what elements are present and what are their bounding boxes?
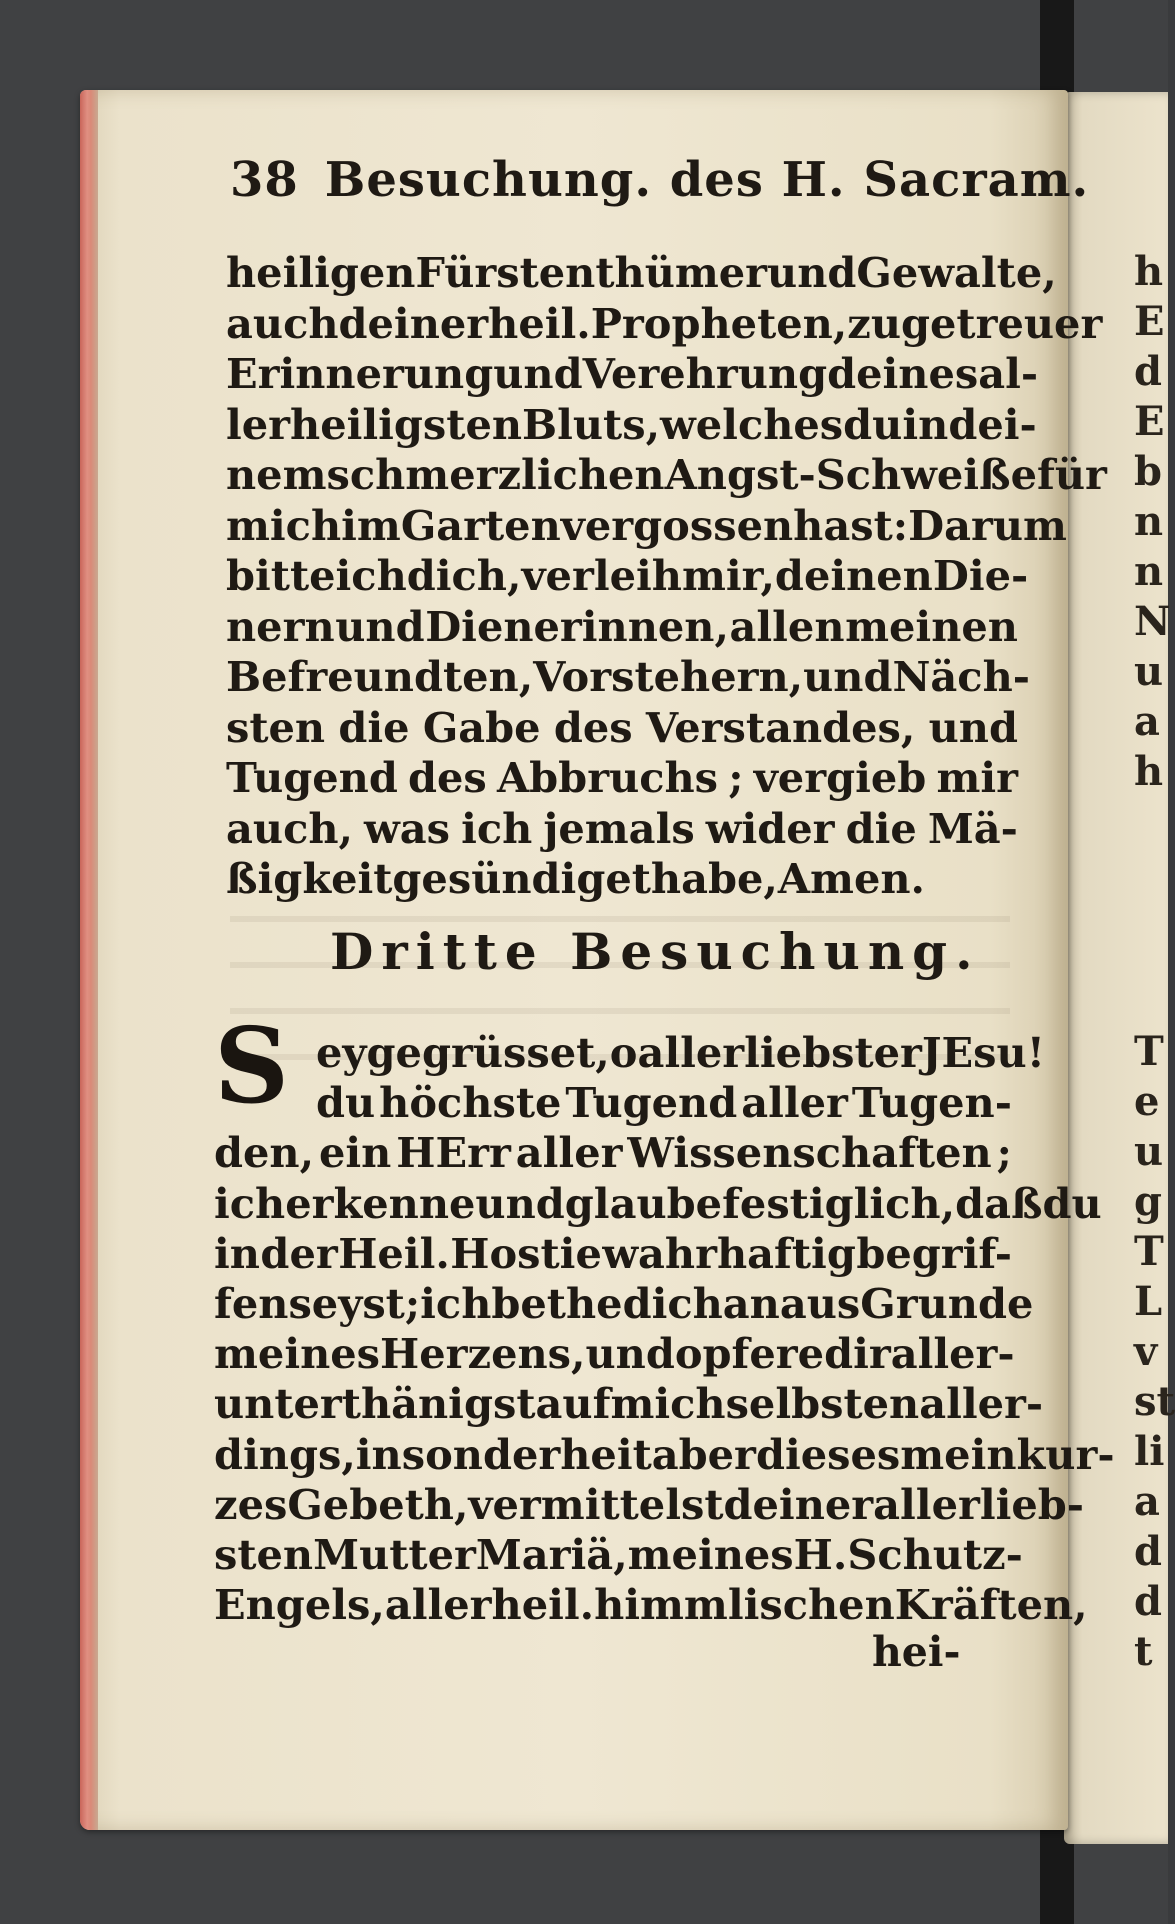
text-line: in der Heil. Hostie wahrhaftig begrif-	[214, 1228, 1012, 1278]
text-line: ich erkenne und glaube festiglich, daß du	[214, 1178, 1102, 1228]
text-line: Erinnerung und Verehrung deines al-	[226, 349, 1039, 398]
text-line: sten Mutter Mariä, meines H. Schutz-	[214, 1530, 1023, 1579]
catchword: hei-	[872, 1628, 961, 1676]
text-line: nern und Dienerinnen, allen meinen	[226, 601, 1018, 651]
text-line: bitte ich dich, verleih mir, deinen Die-	[226, 551, 1029, 600]
facing-page-fragment: g	[1134, 1178, 1162, 1225]
page-header	[230, 152, 1090, 208]
facing-page-fragment: li	[1134, 1428, 1165, 1475]
facing-page-fragment: t	[1134, 1628, 1153, 1675]
facing-page-fragment: u	[1134, 1128, 1164, 1175]
facing-page-fragment: st	[1134, 1378, 1175, 1425]
facing-page-fragment: T	[1134, 1028, 1164, 1075]
text-line: den, ein HErr aller Wissenschaften ;	[214, 1128, 1012, 1178]
drop-cap: S	[214, 1004, 290, 1127]
text-line: Tugend des Abbruchs ; vergieb mir	[226, 753, 1018, 802]
facing-page-fragment: e	[1134, 1078, 1160, 1125]
text-line: meines Herzens, und opfere dir aller-	[214, 1329, 1015, 1379]
facing-page-fragment: a	[1134, 698, 1160, 745]
facing-page-fragment: d	[1134, 1578, 1162, 1625]
facing-page-fragment: u	[1134, 648, 1164, 695]
text-line: nem schmerzlichen Angst-Schweiße für	[226, 450, 1107, 499]
text-line: Befreundten, Vorstehern, und Näch-	[226, 652, 1030, 701]
facing-page-fragment: L	[1134, 1278, 1163, 1325]
facing-page-fragment: n	[1134, 548, 1164, 595]
running-title: Besuchung. des H. Sacram.	[324, 152, 1090, 208]
text-line: dings, insonderheit aber dieses mein kur-	[214, 1429, 1115, 1479]
facing-page-fragment: n	[1134, 498, 1164, 545]
text-line: fen seyst; ich bethe dich an aus Grunde	[214, 1279, 1034, 1328]
facing-page-fragment: h	[1134, 248, 1164, 295]
facing-page-fragment: b	[1134, 448, 1162, 495]
facing-page-fragment: d	[1134, 1528, 1162, 1575]
text-line: unterthänigst auf mich selbsten aller-	[214, 1379, 1044, 1429]
facing-page-fragment: N	[1134, 598, 1171, 645]
page-number: 38	[230, 152, 299, 208]
text-line: mich im Garten vergossen hast: Darum	[226, 500, 1067, 550]
text-line: auch deiner heil. Propheten, zu getreuer	[226, 298, 1103, 348]
facing-page-fragment: v	[1134, 1328, 1158, 1375]
text-line: zes Gebeth, vermittelst deiner allerlieb-	[214, 1479, 1085, 1529]
facing-page-fragment: h	[1134, 748, 1164, 795]
facing-page-fragment: a	[1134, 1478, 1160, 1525]
text-line: sten die Gabe des Verstandes, und	[226, 702, 1018, 752]
facing-page-fragment: T	[1134, 1228, 1164, 1275]
text-line: lerheiligsten Bluts, welches du in dei-	[226, 399, 1037, 449]
facing-page-fragment: d	[1134, 348, 1162, 395]
text-line: ey gegrüsset, o allerliebster JEsu!	[316, 1028, 1045, 1077]
section-title: Dritte Besuchung.	[330, 922, 981, 981]
text-line: heiligen Fürstenthümer und Gewalte,	[226, 248, 1057, 297]
text-line: auch, was ich jemals wider die Mä-	[226, 803, 1018, 853]
facing-page-fragment: E	[1134, 398, 1165, 445]
text-line: Engels, aller heil. himmlischen Kräften,	[214, 1580, 1088, 1630]
text-line: du höchste Tugend aller Tugen-	[316, 1078, 1012, 1128]
text-line: ßigkeit gesündiget habe, Amen.	[226, 854, 925, 903]
facing-page-fragment: E	[1134, 298, 1165, 345]
